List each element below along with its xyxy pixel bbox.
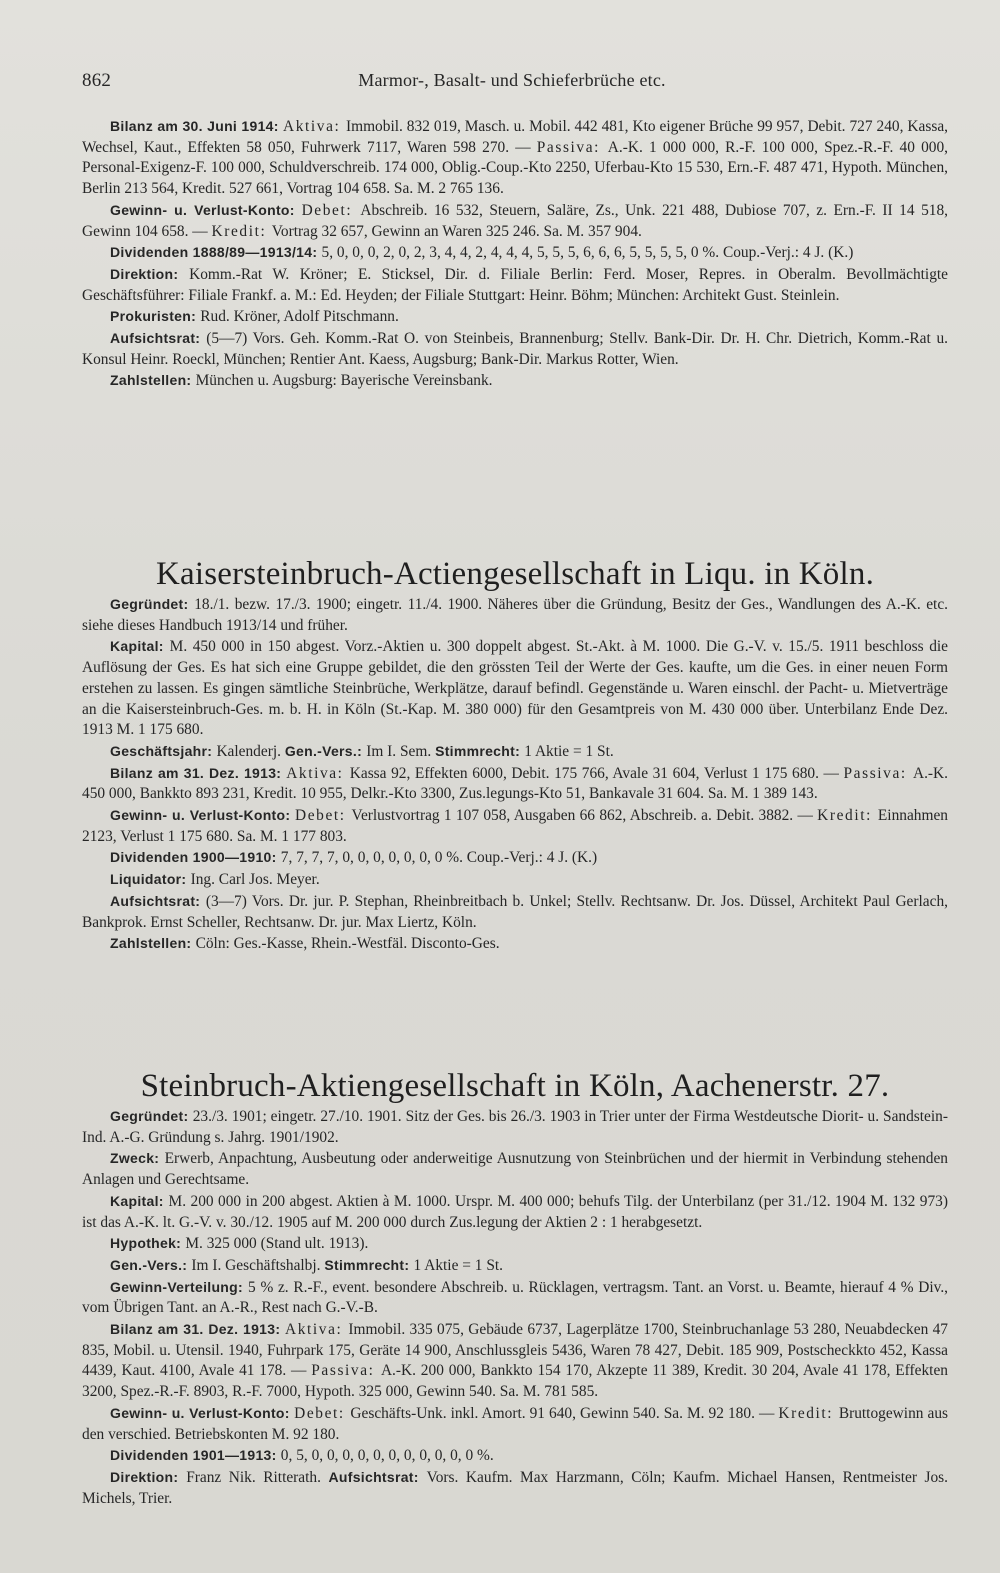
entry-text: A.-K. 450 000, Bankkto 893 231, Kredit. 10 955, Delkr.-Kto 3300, Zus.legungs-Kto 51, Bankavale 31 604. Sa. M. 1 389 143. xyxy=(82,764,949,803)
entry-paragraph xyxy=(82,1467,948,1509)
entry-text: Kalenderj. xyxy=(216,742,285,760)
entry-text: Rud. Kröner, Adolf Pitschmann. xyxy=(200,308,399,326)
company-title-steinbruch-koeln: Steinbruch-Aktiengesellschaft in Köln, Aachenerstr. 27. xyxy=(140,1068,890,1104)
account-side-label: Aktiva: xyxy=(286,764,350,782)
section-label: Zweck: xyxy=(110,1150,165,1167)
company-title-kaisersteinbruch: Kaisersteinbruch-Actiengesellschaft in Liqu. in Köln. xyxy=(155,556,875,592)
entry-text: Erwerb, Anpachtung, Ausbeutung oder anderweitige Ausnutzung von Steinbrüchen und der hiermit in Verbindung stehenden Anlagen und Gerechtsame. xyxy=(82,1150,948,1189)
account-side-label: Aktiva: xyxy=(283,118,346,135)
section-label: Stimmrecht: xyxy=(324,1256,414,1273)
entry-text: A.-K. 200 000, Bankkto 154 170, Akzepte 11 389, Kredit. 30 204, Avale 41 178, Effekten 3200, Spez.-R.-F. 8903, R.-F. 7000, Hypoth. 325 000, Gewinn 540. Sa. M. 781 585. xyxy=(82,1362,948,1401)
entry-paragraph xyxy=(82,1255,948,1277)
entry-paragraph xyxy=(82,763,948,805)
account-side-label: Debet: xyxy=(294,1404,351,1422)
section-label: Zahlstellen: xyxy=(110,935,196,952)
entry-paragraph xyxy=(82,264,948,306)
entry-paragraph xyxy=(82,306,948,328)
entry-paragraph xyxy=(82,328,948,370)
entry-text: Geschäfts-Unk. inkl. Amort. 91 640, Gewinn 540. Sa. M. 92 180. — xyxy=(350,1404,779,1422)
entry-text: München u. Augsburg: Bayerische Vereinsbank. xyxy=(195,372,493,390)
entry-paragraph xyxy=(82,370,948,392)
section-label: Gegründet: xyxy=(110,1108,193,1124)
section-label: Kapital: xyxy=(110,638,170,655)
section-label: Dividenden 1900—1910: xyxy=(110,849,281,866)
entry-paragraph xyxy=(82,242,948,264)
entry-paragraph xyxy=(82,933,948,955)
entry-text: Franz Nik. Ritterath. xyxy=(186,1468,329,1486)
entry-text: Vors. Kaufm. Max Harzmann, Cöln; Kaufm. Michael Hansen, Rentmeister Jos. Michels, Trier. xyxy=(82,1468,949,1507)
entry-paragraph xyxy=(82,805,948,847)
entry-text: 7, 7, 7, 7, 0, 0, 0, 0, 0, 0, 0 %. Coup.-Verj.: 4 J. (K.) xyxy=(280,849,598,867)
section-label: Gewinn-Verteilung: xyxy=(110,1278,249,1295)
section-label: Bilanz am 31. Dez. 1913: xyxy=(110,764,287,781)
entry-text: Immobil. 832 019, Masch. u. Mobil. 442 481, Kto eigener Brüche 99 957, Debit. 727 240, Kassa, Wechsel, Kaut., Effekten 58 050, Fuhrwerk 7117, Waren 598 270. — xyxy=(82,118,948,156)
page-header xyxy=(82,70,942,100)
account-side-label: Kredit: xyxy=(817,807,878,825)
section-label: Aufsichtsrat: xyxy=(328,1468,427,1485)
section-label: Direktion: xyxy=(110,1468,187,1485)
entry-previous-company xyxy=(82,116,948,392)
entry-text: Kassa 92, Effekten 6000, Debit. 175 766, Avale 31 604, Verlust 1 175 680. — xyxy=(349,764,844,782)
entry-paragraph xyxy=(82,891,948,933)
section-label: Dividenden 1888/89—1913/14: xyxy=(110,244,322,261)
account-side-label: Debet: xyxy=(301,201,361,219)
entry-text: Im I. Sem. xyxy=(366,742,436,760)
entry-paragraph xyxy=(82,741,948,763)
section-label: Bilanz am 31. Dez. 1913: xyxy=(110,1321,286,1338)
running-title: Marmor-, Basalt- und Schieferbrüche etc. xyxy=(358,70,666,90)
entry-text: (3—7) Vors. Dr. jur. P. Stephan, Rheinbreitbach b. Unkel; Stellv. Rechtsanw. Dr. Jos. Düssel, Architekt Paul Gerlach, Bankprok. Ernst Scheller, Rechtsanw. Dr. jur. Max Liertz, Köln. xyxy=(82,892,948,931)
section-label: Gewinn- u. Verlust-Konto: xyxy=(110,1404,295,1421)
section-label: Stimmrecht: xyxy=(435,742,525,759)
entry-text: 0, 5, 0, 0, 0, 0, 0, 0, 0, 0, 0, 0, 0 %. xyxy=(280,1447,494,1465)
entry-text: Komm.-Rat W. Kröner; E. Sticksel, Dir. d. Filiale Berlin: Ferd. Moser, Repres. in Oberalm. Bevollmächtigte Geschäftsführer: Filiale Frankf. a. M.: Ed. Heyden; der Filiale Stuttgart: Heinr. Böhm; München: Architekt Gust. Steinlein. xyxy=(82,265,948,304)
entry-text: Im I. Geschäftshalbj. xyxy=(191,1256,325,1274)
section-label: Prokuristen: xyxy=(110,308,201,325)
account-side-label: Kredit: xyxy=(778,1404,839,1422)
entry-text: 5, 0, 0, 0, 2, 0, 2, 3, 4, 4, 2, 4, 4, 4, 5, 5, 5, 6, 6, 6, 5, 5, 5, 5, 0 %. Coup.-Verj.: 4 J. (K.) xyxy=(321,244,854,262)
account-side-label: Debet: xyxy=(295,807,352,825)
section-label: Geschäftsjahr: xyxy=(110,742,217,759)
entry-text: M. 200 000 in 200 abgest. Aktien à M. 1000. Urspr. M. 400 000; behufs Tilg. der Unterbilanz (per 31./12. 1904 M. 132 973) ist das A.-K. lt. G.-V. v. 30./12. 1905 auf M. 200 000 durch Zus.legung der Aktien 2 : 1 herabgesetzt. xyxy=(82,1192,948,1231)
entry-paragraph xyxy=(82,636,948,741)
entry-paragraph xyxy=(82,594,948,636)
section-label: Gegründet: xyxy=(110,596,195,612)
entry-text: M. 450 000 in 150 abgest. Vorz.-Aktien u. 300 doppelt abgest. St.-Akt. à M. 1000. Die G.-V. v. 15./5. 1911 beschloss die Auflösung der Ges. Es hat sich eine Gruppe gebildet, die den grössten Teil der Werte der Ges. kaufte, um die Ges. in einer neuen Form erstehen zu lassen. Es gingen sämtliche Steinbrüche, Werkplätze, darauf befindl. Gegenstände u. Waren einschl. der Pacht- u. Mietverträge an die Kaisersteinbruch-Ges. m. b. H. in Köln (St.-Kap. M. 380 000) für den Gesamtpreis von M. 430 000 über. Unterbilanz Ende Dez. 1913 M. 1 175 680. xyxy=(82,638,948,739)
entry-paragraph xyxy=(82,1148,948,1190)
entry-text: Abschreib. 16 532, Steuern, Saläre, Zs., Unk. 221 488, Dubiose 707, z. Ern.-F. II 14 518, Gewinn 104 658. — xyxy=(82,201,948,240)
entry-paragraph xyxy=(82,1445,948,1467)
entry-paragraph xyxy=(82,1319,948,1403)
entry-text: 1 Aktie = 1 St. xyxy=(524,742,614,760)
entry-text: 18./1. bezw. 17./3. 1900; eingetr. 11./4. 1900. Näheres über die Gründung, Besitz der Ges., Wandlungen des A.-K. etc. siehe dieses Handbuch 1913/14 und früher. xyxy=(82,596,948,634)
entry-paragraph xyxy=(82,200,948,242)
entry-paragraph xyxy=(82,869,948,891)
section-label: Gewinn- u. Verlust-Konto: xyxy=(110,201,302,218)
account-side-label: Passiva: xyxy=(311,1362,381,1380)
entry-kaisersteinbruch xyxy=(82,594,948,955)
entry-paragraph xyxy=(82,1277,948,1319)
section-label: Direktion: xyxy=(110,265,190,282)
account-side-label: Passiva: xyxy=(536,138,608,156)
entry-paragraph xyxy=(82,1403,948,1445)
account-side-label: Passiva: xyxy=(843,764,913,782)
page-number: 862 xyxy=(82,70,112,91)
entry-text: Ing. Carl Jos. Meyer. xyxy=(190,871,320,889)
section-label: Hypothek: xyxy=(110,1235,186,1252)
section-label: Gewinn- u. Verlust-Konto: xyxy=(110,807,295,824)
section-label: Aufsichtsrat: xyxy=(110,330,207,347)
entry-paragraph xyxy=(82,1106,948,1148)
entry-text: 23./3. 1901; eingetr. 27./10. 1901. Sitz der Ges. bis 26./3. 1903 in Trier unter der Firma Westdeutsche Diorit- u. Sandstein-Ind. A.-G. Gründung s. Jahrg. 1901/1902. xyxy=(82,1108,948,1146)
entry-paragraph xyxy=(82,1233,948,1255)
section-label: Bilanz am 30. Juni 1914: xyxy=(110,118,284,134)
entry-paragraph xyxy=(82,116,948,200)
section-label: Aufsichtsrat: xyxy=(110,892,206,909)
section-label: Kapital: xyxy=(110,1192,169,1209)
entry-text: Immobil. 335 075, Gebäude 6737, Lagerplätze 1700, Steinbruchanlage 53 280, Neuabdecken 47 835, Mobil. u. Utensil. 1940, Fuhrpark 175, Geräte 14 900, Anschlussgleis 5436, Waren 78 427, Debit. 185 909, Postscheckkto 452, Kassa 4439, Kaut. 4100, Avale 41 178. — xyxy=(82,1321,949,1380)
entry-text: Verlustvortrag 1 107 058, Ausgaben 66 862, Abschreib. a. Debit. 3882. — xyxy=(351,807,818,825)
entry-text: 1 Aktie = 1 St. xyxy=(413,1256,504,1274)
section-label: Liquidator: xyxy=(110,871,191,888)
entry-text: 5 % z. R.-F., event. besondere Abschreib. u. Rücklagen, vertragsm. Tant. an Vorst. u. Beamte, hierauf 4 % Div., vom Übrigen Tant. an A.-R., Rest nach G.-V.-B. xyxy=(82,1278,949,1317)
entry-text: M. 325 000 (Stand ult. 1913). xyxy=(185,1235,369,1253)
section-label: Gen.-Vers.: xyxy=(284,742,367,759)
account-side-label: Aktiva: xyxy=(285,1321,349,1339)
entry-paragraph xyxy=(82,847,948,869)
account-side-label: Kredit: xyxy=(211,222,272,240)
entry-text: (5—7) Vors. Geh. Komm.-Rat O. von Steinbeis, Brannenburg; Stellv. Bank-Dir. Dr. H. Chr. Dietrich, Komm.-Rat u. Konsul Heinr. Roeckl, München; Rentier Ant. Kaess, Augsburg; Bank-Dir. Markus Rotter, Wien. xyxy=(82,330,948,368)
entry-paragraph xyxy=(82,1191,948,1233)
section-label: Gen.-Vers.: xyxy=(110,1256,192,1273)
entry-text: A.-K. 1 000 000, R.-F. 100 000, Spez.-R.-F. 40 000, Personal-Exigenz-F. 100 000, Schuldverschreib. 174 000, Oblig.-Coup.-Kto 2250, Uferbau-Kto 15 530, Ern.-F. 487 471, Hypoth. München, Berlin 213 564, Kredit. 527 661, Vortrag 104 658. Sa. M. 2 765 136. xyxy=(82,138,949,198)
entry-text: Einnahmen 2123, Verlust 1 175 680. Sa. M. 1 177 803. xyxy=(82,807,948,845)
section-label: Dividenden 1901—1913: xyxy=(110,1447,281,1464)
entry-text: Bruttogewinn aus den verschied. Betriebskonten M. 92 180. xyxy=(82,1404,949,1443)
entry-steinbruch-koeln xyxy=(82,1106,948,1509)
section-label: Zahlstellen: xyxy=(110,372,196,389)
entry-text: Vortrag 32 657, Gewinn an Waren 325 246. Sa. M. 357 904. xyxy=(271,222,642,240)
entry-text: Cöln: Ges.-Kasse, Rhein.-Westfäl. Disconto-Ges. xyxy=(195,935,500,953)
